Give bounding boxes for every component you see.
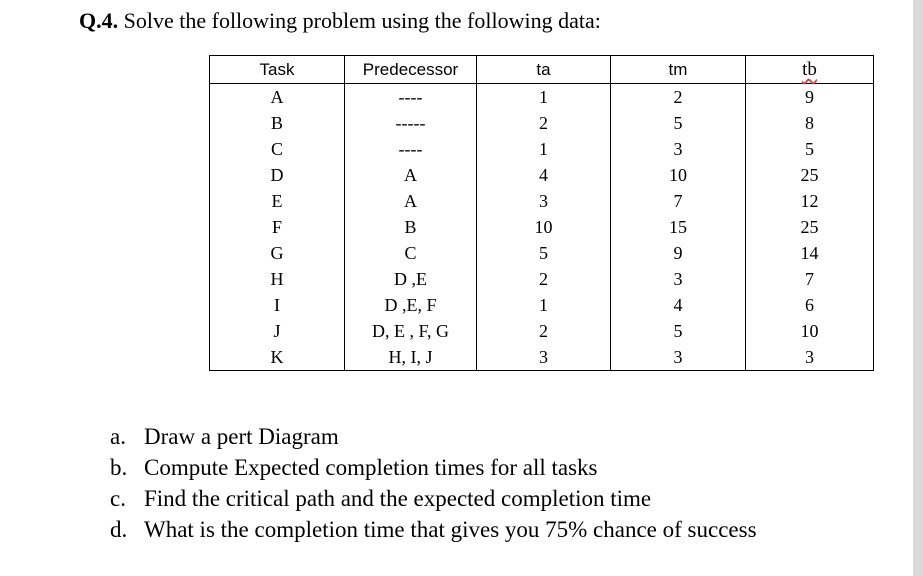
page-right-edge <box>913 0 923 576</box>
table-row <box>210 136 874 162</box>
cell-tb: 25 <box>746 214 874 240</box>
cell-predecessor: ---- <box>345 136 477 162</box>
cell-task: A <box>210 84 345 111</box>
cell-predecessor: A <box>345 162 477 188</box>
question-marker: b. <box>110 455 128 480</box>
cell-ta: 2 <box>477 266 611 292</box>
cell-tm: 5 <box>611 318 746 344</box>
cell-ta: 1 <box>477 292 611 318</box>
header-tm: tm <box>611 56 746 84</box>
task-data-table <box>209 55 874 371</box>
cell-ta: 3 <box>477 344 611 371</box>
cell-tb: 6 <box>746 292 874 318</box>
cell-tb: 12 <box>746 188 874 214</box>
cell-tm: 15 <box>611 214 746 240</box>
question-item-d <box>110 514 757 545</box>
cell-predecessor: A <box>345 188 477 214</box>
cell-task: H <box>210 266 345 292</box>
cell-ta: 10 <box>477 214 611 240</box>
question-text: What is the completion time that gives you 75% chance of success <box>144 517 757 542</box>
cell-tm: 7 <box>611 188 746 214</box>
cell-ta: 3 <box>477 188 611 214</box>
cell-ta: 2 <box>477 110 611 136</box>
cell-tm: 9 <box>611 240 746 266</box>
cell-predecessor: ----- <box>345 110 477 136</box>
cell-task: F <box>210 214 345 240</box>
cell-task: J <box>210 318 345 344</box>
cell-ta: 2 <box>477 318 611 344</box>
cell-tm: 5 <box>611 110 746 136</box>
cell-predecessor: D ,E <box>345 266 477 292</box>
question-text: Draw a pert Diagram <box>144 424 339 449</box>
cell-task: G <box>210 240 345 266</box>
cell-tm: 2 <box>611 84 746 111</box>
cell-task: E <box>210 188 345 214</box>
cell-tb: 5 <box>746 136 874 162</box>
cell-tb: 3 <box>746 344 874 371</box>
table-row <box>210 214 874 240</box>
question-item-a <box>110 421 757 452</box>
cell-ta: 5 <box>477 240 611 266</box>
cell-task: C <box>210 136 345 162</box>
question-text: Find the critical path and the expected completion time <box>144 486 652 511</box>
question-text: Compute Expected completion times for all tasks <box>144 455 598 480</box>
question-number: Q.4. <box>79 8 119 33</box>
table-row <box>210 240 874 266</box>
table-row <box>210 188 874 214</box>
cell-predecessor: ---- <box>345 84 477 111</box>
cell-predecessor: D ,E, F <box>345 292 477 318</box>
header-ta: ta <box>477 56 611 84</box>
table-row <box>210 292 874 318</box>
cell-tm: 3 <box>611 136 746 162</box>
question-marker: c. <box>110 486 126 511</box>
table-row <box>210 318 874 344</box>
question-item-b <box>110 452 757 483</box>
question-title-text: Solve the following problem using the following data: <box>118 8 601 33</box>
table-row <box>210 162 874 188</box>
cell-tm: 3 <box>611 344 746 371</box>
cell-task: K <box>210 344 345 371</box>
header-task: Task <box>210 56 345 84</box>
cell-tb: 14 <box>746 240 874 266</box>
table-row <box>210 110 874 136</box>
cell-tm: 4 <box>611 292 746 318</box>
cell-tb: 25 <box>746 162 874 188</box>
table-header-row <box>210 56 874 84</box>
cell-tb: 10 <box>746 318 874 344</box>
question-item-c <box>110 483 757 514</box>
question-marker: d. <box>110 517 128 542</box>
question-list <box>110 421 757 545</box>
cell-tb: 7 <box>746 266 874 292</box>
cell-predecessor: H, I, J <box>345 344 477 371</box>
cell-predecessor: B <box>345 214 477 240</box>
cell-tm: 3 <box>611 266 746 292</box>
cell-predecessor: D, E , F, G <box>345 318 477 344</box>
question-marker: a. <box>110 424 126 449</box>
header-predecessor: Predecessor <box>345 56 477 84</box>
header-tb <box>746 56 874 84</box>
cell-ta: 1 <box>477 136 611 162</box>
header-tb-text: tb <box>802 59 817 80</box>
cell-tb: 9 <box>746 84 874 111</box>
question-title <box>79 8 601 34</box>
cell-tb: 8 <box>746 110 874 136</box>
cell-task: I <box>210 292 345 318</box>
table-row <box>210 84 874 111</box>
cell-ta: 4 <box>477 162 611 188</box>
cell-tm: 10 <box>611 162 746 188</box>
table-row <box>210 266 874 292</box>
table-row <box>210 344 874 371</box>
cell-task: D <box>210 162 345 188</box>
cell-ta: 1 <box>477 84 611 111</box>
cell-task: B <box>210 110 345 136</box>
cell-predecessor: C <box>345 240 477 266</box>
